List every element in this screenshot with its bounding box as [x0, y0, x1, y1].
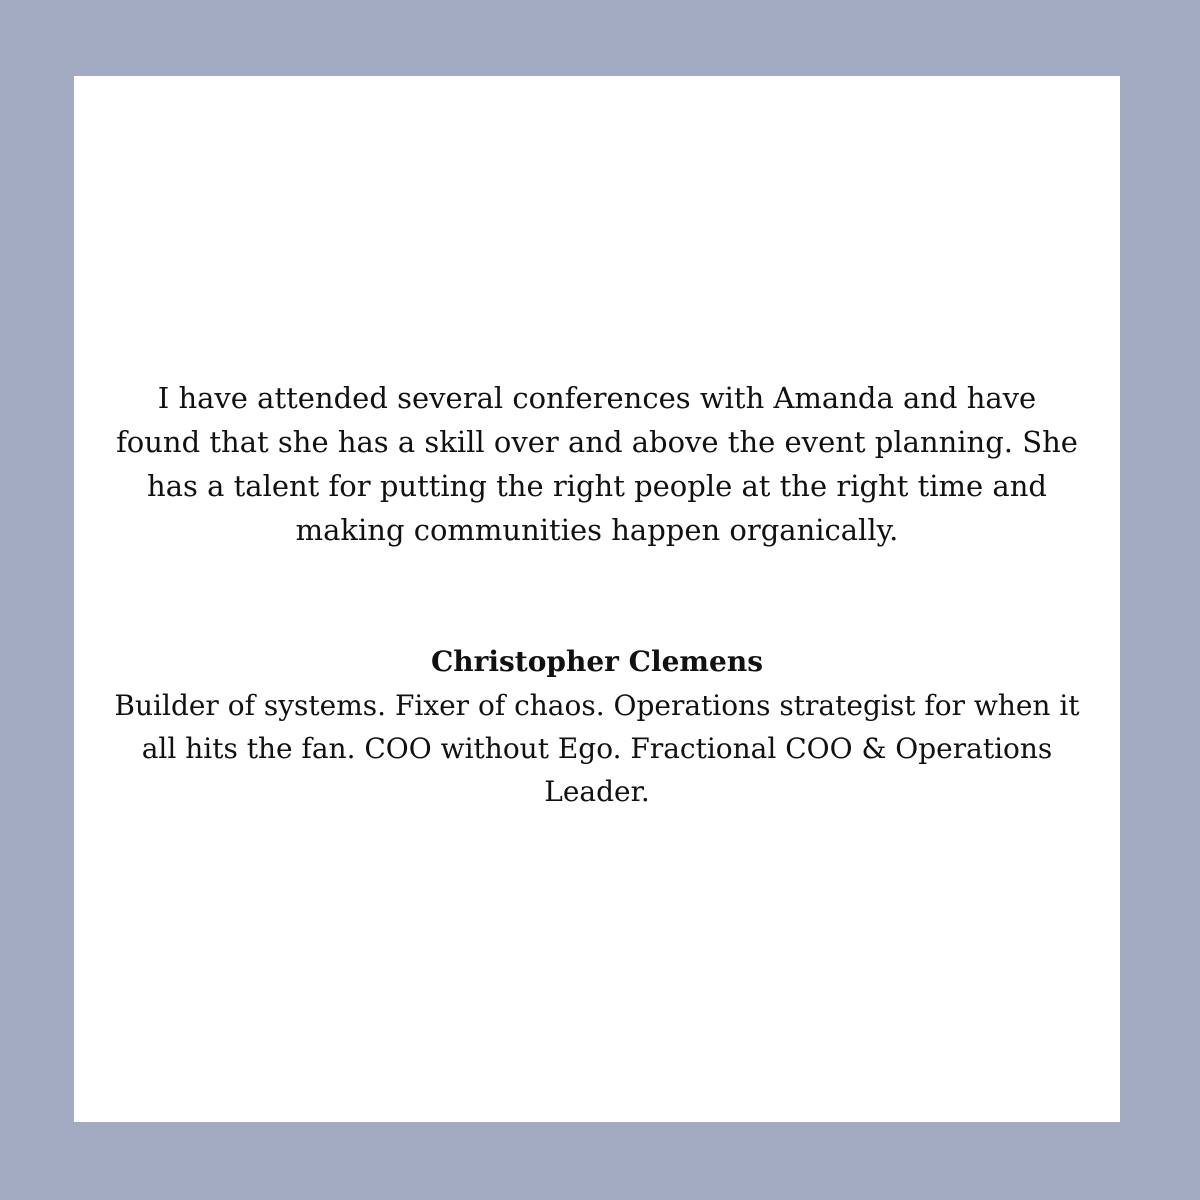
author-title: Builder of systems. Fixer of chaos. Operations strategist for when it all hits the fan. COO without Ego. Fractional COO & Operations Leader. — [114, 689, 1080, 808]
author-name: Christopher Clemens — [431, 645, 763, 678]
testimonial-card — [74, 76, 1120, 1122]
testimonial-quote: I have attended several conferences with Amanda and have found that she has a skill over and above the event planning. She has a talent for putting the right people at the right time and making communities happen organically. — [116, 381, 1078, 547]
